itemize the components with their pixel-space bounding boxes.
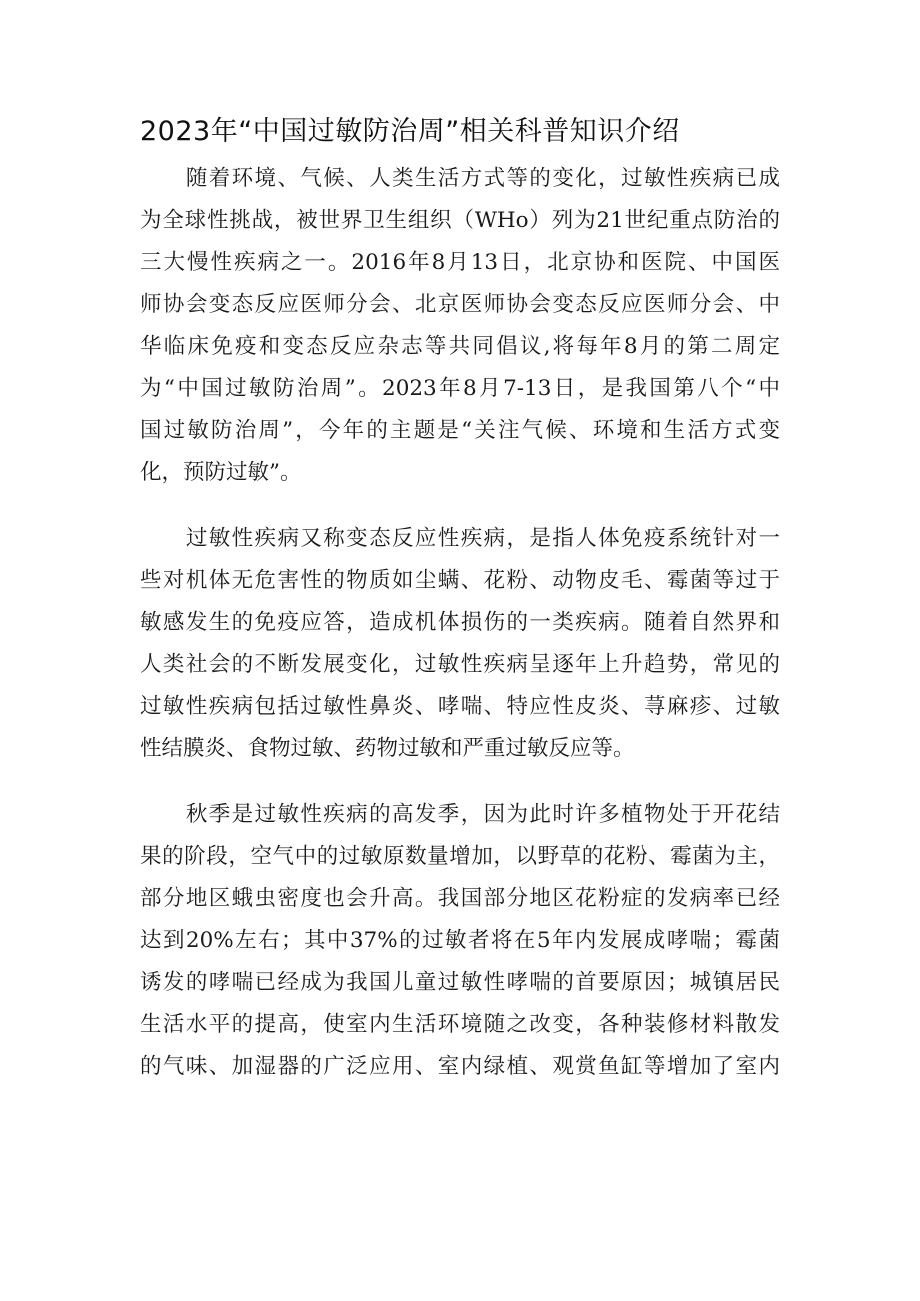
paragraph-line: 果的阶段，空气中的过敏原数量增加，以野草的花粉、霉菌为主， <box>140 844 780 869</box>
paragraph-line: 生活水平的提高，使室内生活环境随之改变，各种装修材料散发 <box>140 1012 780 1037</box>
paragraph-line: 化，预防过敏”。 <box>140 460 302 485</box>
paragraph-line: 为全球性挑战，被世界卫生组织（WHo）列为21世纪重点防治的 <box>140 208 780 233</box>
paragraph-line: 过敏性疾病又称变态反应性疾病，是指人体免疫系统针对一 <box>140 526 780 551</box>
paragraph-line: 随着环境、气候、人类生活方式等的变化，过敏性疾病已成 <box>140 166 780 191</box>
paragraph-line: 达到20%左右；其中37%的过敏者将在5年内发展成哮喘；霉菌 <box>140 928 780 953</box>
paragraph-line: 部分地区蛾虫密度也会升高。我国部分地区花粉症的发病率已经 <box>140 886 780 911</box>
paragraph-line: 过敏性疾病包括过敏性鼻炎、哮喘、特应性皮炎、荨麻疹、过敏 <box>140 694 780 719</box>
paragraph-line: 诱发的哮喘已经成为我国儿童过敏性哮喘的首要原因；城镇居民 <box>140 970 780 995</box>
paragraph-line: 三大慢性疾病之一。2016年8月13日，北京协和医院、中国医 <box>140 250 780 275</box>
document-body <box>140 158 780 1112</box>
paragraph-line: 华临床免疫和变态反应杂志等共同倡议,将每年8月的第二周定 <box>140 334 780 359</box>
paragraph-line: 人类社会的不断发展变化，过敏性疾病呈逐年上升趋势，常见的 <box>140 652 780 677</box>
paragraph-line: 秋季是过敏性疾病的高发季，因为此时许多植物处于开花结 <box>140 802 780 827</box>
paragraph-line: 为“中国过敏防治周”。2023年8月7-13日，是我国第八个“中 <box>140 376 780 401</box>
paragraph-line: 国过敏防治周”，今年的主题是“关注气候、环境和生活方式变 <box>140 418 780 443</box>
paragraph-line: 的气味、加湿器的广泛应用、室内绿植、观赏鱼缸等增加了室内 <box>140 1054 780 1079</box>
paragraph-1 <box>140 158 780 494</box>
paragraph-line: 敏感发生的免疫应答，造成机体损伤的一类疾病。随着自然界和 <box>140 610 780 635</box>
paragraph-line: 性结膜炎、食物过敏、药物过敏和严重过敏反应等。 <box>140 736 635 761</box>
document-title: 2023年“中国过敏防治周”相关科普知识介绍 <box>140 116 680 147</box>
paragraph-3 <box>140 794 780 1088</box>
paragraph-line: 师协会变态反应医师分会、北京医师协会变态反应医师分会、中 <box>140 292 780 317</box>
paragraph-line: 些对机体无危害性的物质如尘螨、花粉、动物皮毛、霉菌等过于 <box>140 568 780 593</box>
paragraph-2 <box>140 518 780 770</box>
